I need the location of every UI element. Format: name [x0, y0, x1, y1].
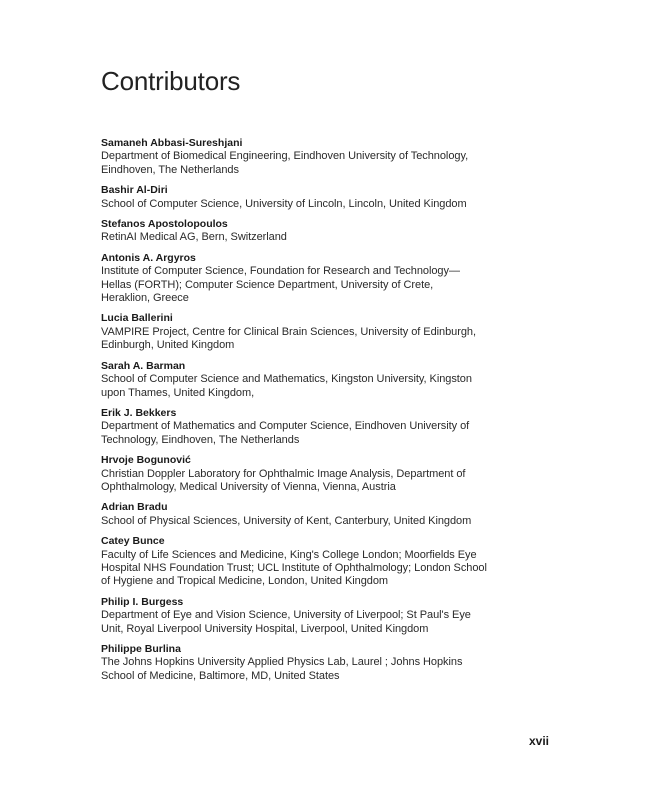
contributor-name: Stefanos Apostolopoulos [101, 218, 228, 231]
contributor-affiliation-line: Department of Mathematics and Computer Science, Eindhoven University of [101, 420, 470, 433]
contributor-affiliation-line: Eindhoven, The Netherlands [101, 163, 239, 176]
contributor-name: Sarah A. Barman [101, 359, 186, 372]
contributor-entry [101, 454, 516, 494]
contributor-entry [101, 360, 516, 400]
contributor-affiliation-line: Hospital NHS Foundation Trust; UCL Institute of Ophthalmology; London School [101, 561, 487, 574]
contributor-entry [101, 184, 516, 211]
contributor-entry [101, 535, 516, 589]
contributor-affiliation-line: Institute of Computer Science, Foundation for Research and Technology— [101, 265, 460, 278]
contributor-affiliation-line: Christian Doppler Laboratory for Ophthalmic Image Analysis, Department of [101, 467, 466, 480]
contributor-affiliation-line: School of Computer Science, University of Lincoln, Lincoln, United Kingdom [101, 197, 467, 210]
page-number: xvii [528, 734, 549, 748]
contributor-entry [101, 137, 516, 177]
contributor-affiliation-line: School of Medicine, Baltimore, MD, United States [101, 669, 340, 682]
contributor-affiliation-line: School of Physical Sciences, University of Kent, Canterbury, United Kingdom [101, 514, 472, 527]
contributor-entry [101, 312, 516, 352]
contributor-affiliation-line: Unit, Royal Liverpool University Hospital, Liverpool, United Kingdom [101, 622, 429, 635]
contributor-affiliation-line: Faculty of Life Sciences and Medicine, King's College London; Moorfields Eye [101, 548, 477, 561]
contributor-affiliation-line: Heraklion, Greece [101, 292, 189, 305]
contributor-affiliation-line: Department of Eye and Vision Science, University of Liverpool; St Paul's Eye [101, 609, 471, 622]
contributor-affiliation-line: RetinAI Medical AG, Bern, Switzerland [101, 231, 287, 244]
contributor-name: Catey Bunce [101, 535, 165, 548]
contributor-affiliation-line: Department of Biomedical Engineering, Eindhoven University of Technology, [101, 150, 469, 163]
contributor-name: Philip I. Burgess [101, 595, 184, 608]
contributor-affiliation-line: The Johns Hopkins University Applied Physics Lab, Laurel ; Johns Hopkins [101, 656, 463, 669]
contributor-affiliation-line: of Hygiene and Tropical Medicine, London, United Kingdom [101, 575, 389, 588]
contributor-entry [101, 218, 516, 245]
contributor-name: Samaneh Abbasi-Sureshjani [101, 137, 243, 149]
contributor-affiliation-line: Hellas (FORTH); Computer Science Department, University of Crete, [101, 278, 434, 291]
contributor-entry [101, 643, 516, 683]
contributor-affiliation-line: Technology, Eindhoven, The Netherlands [101, 433, 300, 446]
contributor-name: Erik J. Bekkers [101, 406, 177, 419]
contributors-list [101, 137, 516, 690]
contributor-entry [101, 596, 516, 636]
contributor-name: Lucia Ballerini [101, 312, 173, 325]
contributor-entry [101, 407, 516, 447]
contributor-name: Antonis A. Argyros [101, 251, 196, 264]
contributor-name: Philippe Burlina [101, 643, 181, 655]
contributor-entry [101, 501, 516, 528]
contributor-affiliation-line: upon Thames, United Kingdom, [101, 386, 255, 399]
page-title: Contributors [101, 66, 241, 96]
contributor-name: Hrvoje Bogunović [101, 454, 191, 467]
contributor-affiliation-line: School of Computer Science and Mathematics, Kingston University, Kingston [101, 373, 472, 386]
contributor-affiliation-line: Edinburgh, United Kingdom [101, 339, 235, 352]
contributor-entry [101, 252, 516, 306]
contributor-affiliation-line: Ophthalmology, Medical University of Vienna, Vienna, Austria [101, 480, 396, 493]
contributor-name: Bashir Al-Diri [101, 184, 168, 197]
contributor-affiliation-line: VAMPIRE Project, Centre for Clinical Brain Sciences, University of Edinburgh, [101, 325, 476, 338]
contributor-name: Adrian Bradu [101, 501, 168, 514]
